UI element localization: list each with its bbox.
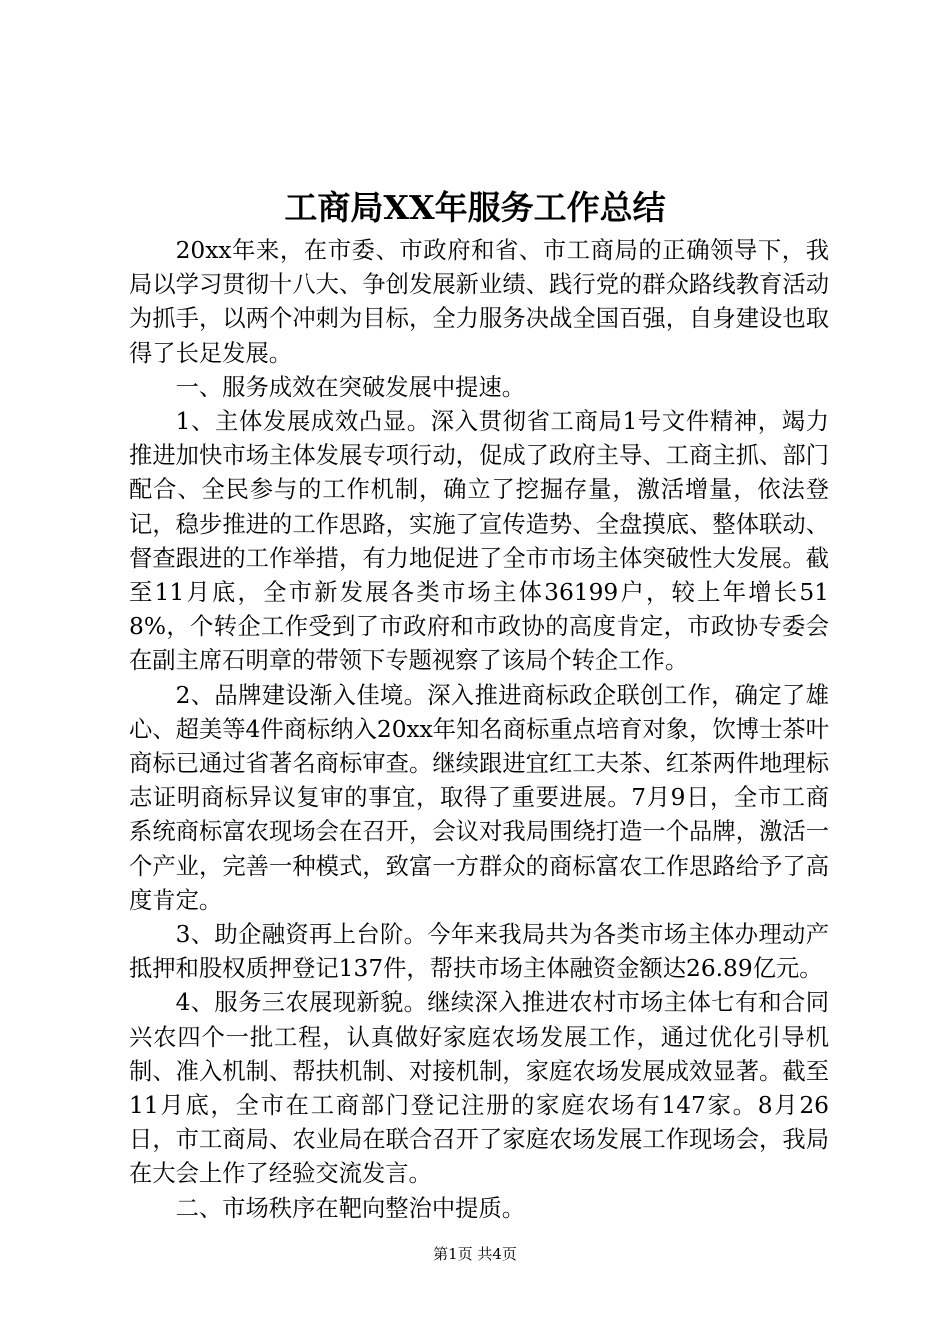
paragraph-intro: 20xx年来，在市委、市政府和省、市工商局的正确领导下，我局以学习贯彻十八大、争创发展新业绩、践行党的群众路线教育活动为抓手，以两个冲刺为目标，全力服务决战全国百强，自身建设也取得了长足发展。 bbox=[129, 237, 829, 367]
page-number-footer: 第1页 共4页 bbox=[433, 1245, 517, 1263]
paragraph-item-4: 4、服务三农展现新貌。继续深入推进农村市场主体七有和合同兴农四个一批工程，认真做好家庭农场发展工作，通过优化引导机制、准入机制、帮扶机制、对接机制，家庭农场发展成效显著。截至11月底，全市在工商部门登记注册的家庭农场有147家。8月26日，市工商局、农业局在联合召开了家庭农场发展工作现场会，我局在大会上作了经验交流发言。 bbox=[129, 989, 829, 1188]
paragraph-item-2: 2、品牌建设渐入佳境。深入推进商标政企联创工作，确定了雄心、超美等4件商标纳入20xx年知名商标重点培育对象，饮博士茶叶商标已通过省著名商标审查。继续跟进宜红工夫茶、红茶两件地理标志证明商标异议复审的事宜，取得了重要进展。7月9日，全市工商系统商标富农现场会在召开，会议对我局围绕打造一个品牌，激活一个产业，完善一种模式，致富一方群众的商标富农工作思路给予了高度肯定。 bbox=[129, 681, 829, 914]
paragraph-item-3: 3、助企融资再上台阶。今年来我局共为各类市场主体办理动产抵押和股权质押登记137件，帮扶市场主体融资金额达26.89亿元。 bbox=[129, 921, 829, 983]
document-body bbox=[129, 234, 829, 1226]
document-title: 工商局XX年服务工作总结 bbox=[284, 188, 666, 227]
section-heading-2: 二、市场秩序在靶向整治中提质。 bbox=[175, 1194, 526, 1222]
section-heading-1: 一、服务成效在突破发展中提速。 bbox=[175, 373, 526, 401]
paragraph-item-1: 1、主体发展成效凸显。深入贯彻省工商局1号文件精神，竭力推进加快市场主体发展专项行动，促成了政府主导、工商主抓、部门配合、全民参与的工作机制，确立了挖掘存量，激活增量，依法登记，稳步推进的工作思路，实施了宣传造势、全盘摸底、整体联动、督查跟进的工作举措，有力地促进了全市市场主体突破性大发展。截至11月底，全市新发展各类市场主体36199户，较上年增长518%，个转企工作受到了市政府和市政协的高度肯定，市政协专委会在副主席石明章的带领下专题视察了该局个转企工作。 bbox=[129, 408, 829, 675]
